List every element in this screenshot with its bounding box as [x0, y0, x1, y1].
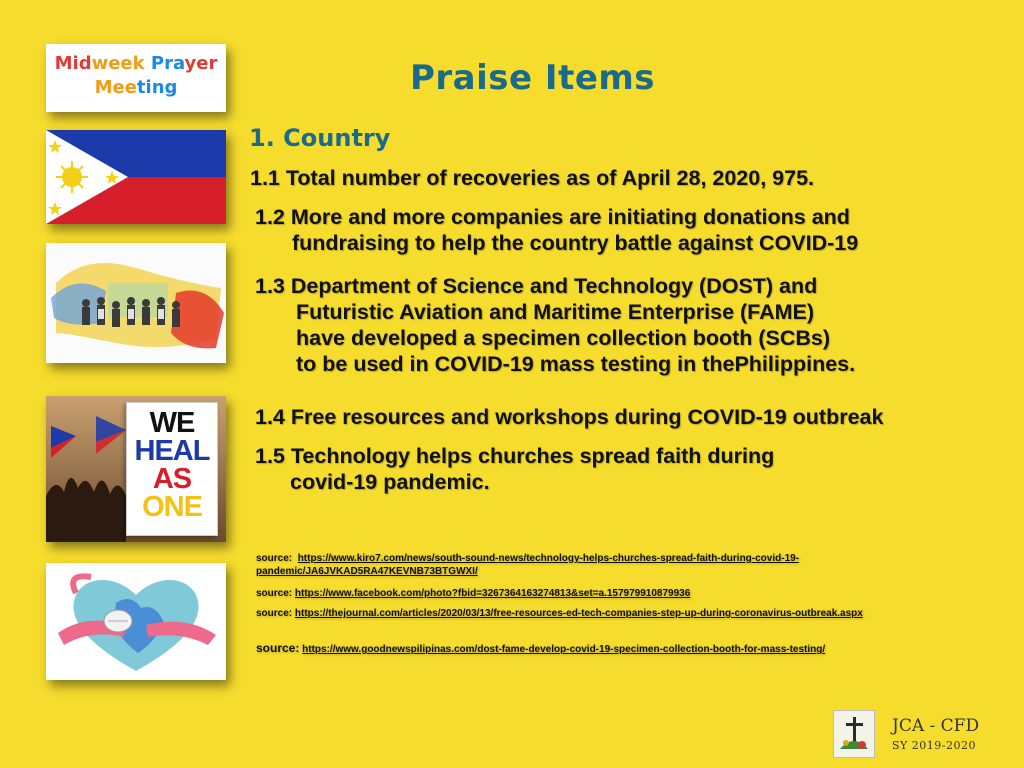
source-label: source:	[256, 553, 293, 564]
praise-item-3	[255, 273, 855, 377]
philippine-flag-icon	[46, 130, 226, 224]
sign-word-we: WE	[149, 407, 195, 439]
heart-globe-image	[46, 563, 226, 680]
praise-item-4-text: 1.4 Free resources and workshops during COVID-19 outbreak	[255, 405, 884, 429]
source-4	[256, 642, 936, 656]
jca-cfd-logo	[833, 710, 875, 758]
source-link[interactable]: https://www.kiro7.com/news/south-sound-news/technology-helps-churches-spread-faith-during-covid-19-pandemic/JA6JVKAD5RA47KEVNB73BTGWXI/	[256, 553, 800, 577]
logo-word-pra: Pra	[144, 53, 185, 74]
source-link[interactable]: https://thejournal.com/articles/2020/03/13/free-resources-ed-tech-companies-step-up-during-coronavirus-outbreak.aspx	[294, 608, 863, 619]
praise-item-3-line2: Futuristic Aviation and Maritime Enterprise (FAME)	[296, 300, 815, 324]
logo-text	[46, 44, 226, 100]
source-label: source:	[256, 588, 293, 599]
source-2	[256, 587, 936, 600]
section-heading: 1. Country	[249, 124, 391, 152]
praise-item-2-line1: 1.2 More and more companies are initiating donations and	[255, 205, 850, 229]
logo-word-yer: yer	[184, 53, 218, 74]
midweek-prayer-logo	[46, 44, 226, 112]
praise-item-5	[255, 443, 774, 495]
page-title: Praise Items	[410, 58, 656, 98]
praise-item-5-line1: 1.5 Technology helps churches spread faith during	[255, 444, 775, 468]
footer-org: JCA - CFD	[892, 716, 980, 736]
sign-word-heal: HEAL	[134, 435, 210, 467]
we-heal-as-one-image	[46, 396, 226, 542]
source-link[interactable]: https://www.goodnewspilipinas.com/dost-fame-develop-covid-19-specimen-collection-booth-for-mass-testing/	[302, 644, 826, 655]
logo-word-ting: ting	[136, 77, 178, 98]
praise-item-3-line4: to be used in COVID-19 mass testing in thePhilippines.	[296, 352, 856, 376]
praise-item-5-line2: covid-19 pandemic.	[290, 470, 490, 494]
we-heal-as-one-sign	[126, 402, 218, 536]
source-3	[256, 607, 936, 620]
praise-item-1-text: 1.1 Total number of recoveries as of April 28, 2020, 975.	[250, 166, 815, 190]
praise-item-2-line2: fundraising to help the country battle against COVID-19	[292, 231, 859, 255]
source-label: source:	[256, 608, 293, 619]
logo-word-mee: Mee	[94, 77, 137, 98]
workers-illustration-icon	[46, 243, 226, 363]
cross-logo-icon	[834, 711, 874, 757]
philippine-flag-image	[46, 130, 226, 224]
praise-item-1	[250, 165, 814, 191]
source-link[interactable]: https://www.facebook.com/photo?fbid=3267364163274813&set=a.157979910879936	[294, 588, 691, 599]
logo-word-mid: Mid	[54, 53, 92, 74]
praise-item-3-line1: 1.3 Department of Science and Technology (DOST) and	[255, 274, 818, 298]
praise-item-2	[255, 204, 858, 256]
filipino-workers-image	[46, 243, 226, 363]
praise-item-4	[255, 404, 883, 430]
sign-word-one: ONE	[142, 491, 202, 523]
sign-word-as: AS	[152, 463, 192, 495]
footer-school-year: SY 2019-2020	[892, 739, 976, 752]
praise-item-3-line3: have developed a specimen collection booth (SCBs)	[296, 326, 831, 350]
source-label: source:	[256, 641, 300, 655]
logo-word-week: week	[91, 53, 145, 74]
heart-globe-mask-icon	[46, 563, 226, 680]
source-1	[256, 552, 936, 578]
